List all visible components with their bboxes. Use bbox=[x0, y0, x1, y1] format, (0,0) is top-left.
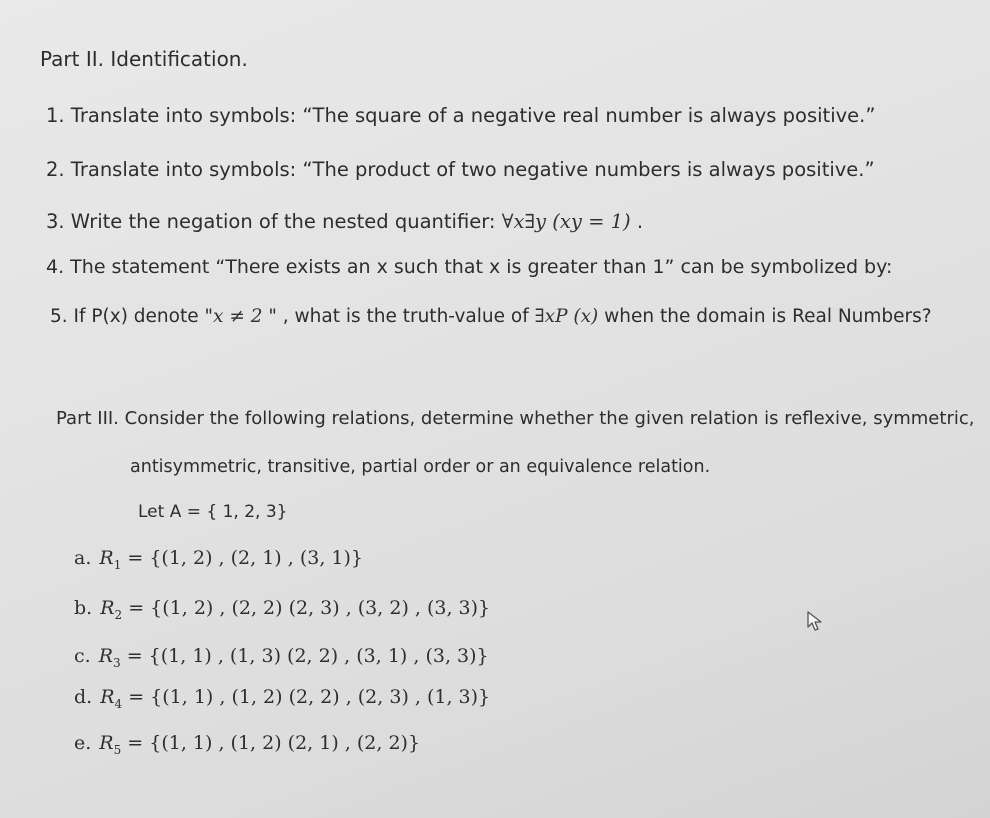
relation-name: R bbox=[99, 547, 114, 569]
relation-set: = {(1, 2) , (2, 1) , (3, 1)} bbox=[127, 547, 363, 569]
question-5-text-b: " , what is the truth-value of bbox=[262, 306, 529, 327]
relation-set: = {(1, 1) , (1, 3) (2, 2) , (3, 1) , (3, 3)} bbox=[126, 645, 489, 667]
relation-label: c. bbox=[74, 645, 91, 667]
relation-c bbox=[74, 645, 489, 670]
question-5-formula-2: ∃xP (x) bbox=[534, 306, 599, 327]
question-3-text: 3. Write the negation of the nested quantifier: bbox=[46, 210, 496, 233]
question-5-text-a: 5. If P(x) denote " bbox=[50, 306, 213, 327]
relation-name: R bbox=[99, 732, 114, 754]
question-4: 4. The statement “There exists an x such that x is greater than 1” can be symbolized by: bbox=[46, 256, 893, 278]
relation-name: R bbox=[100, 597, 115, 619]
relation-subscript: 2 bbox=[114, 607, 123, 622]
relation-b bbox=[74, 597, 490, 622]
relation-d bbox=[74, 686, 490, 711]
relation-label: b. bbox=[74, 597, 93, 619]
relation-subscript: 4 bbox=[114, 696, 123, 711]
relation-subscript: 5 bbox=[113, 742, 122, 757]
set-a-definition: Let A = { 1, 2, 3} bbox=[138, 502, 288, 522]
question-5-text-c: when the domain is Real Numbers? bbox=[604, 306, 932, 327]
question-3-formula: ∀x∃y (xy = 1) bbox=[501, 210, 631, 233]
question-3-end: . bbox=[636, 210, 644, 233]
mouse-cursor-icon bbox=[806, 610, 826, 632]
relation-name: R bbox=[98, 645, 113, 667]
question-1: 1. Translate into symbols: “The square of a negative real number is always positive.” bbox=[46, 104, 876, 127]
relation-e bbox=[74, 732, 420, 757]
question-5-formula-1: x ≠ 2 bbox=[213, 306, 263, 327]
relation-set: = {(1, 2) , (2, 2) (2, 3) , (3, 2) , (3, 3)} bbox=[128, 597, 491, 619]
relation-set: = {(1, 1) , (1, 2) (2, 1) , (2, 2)} bbox=[127, 732, 421, 754]
relation-subscript: 1 bbox=[113, 557, 122, 572]
relation-label: e. bbox=[74, 732, 92, 754]
relation-label: d. bbox=[74, 686, 93, 708]
relation-a bbox=[74, 547, 363, 572]
question-3 bbox=[46, 210, 643, 233]
part3-instruction-line1: Part III. Consider the following relations, determine whether the given relation is reflexive, symmetric, bbox=[56, 408, 975, 429]
question-2: 2. Translate into symbols: “The product of two negative numbers is always positive.” bbox=[46, 158, 875, 181]
relation-subscript: 3 bbox=[113, 655, 121, 670]
relation-label: a. bbox=[74, 547, 92, 569]
part3-instruction-line2: antisymmetric, transitive, partial order or an equivalence relation. bbox=[130, 457, 711, 477]
part2-title: Part II. Identification. bbox=[40, 47, 248, 71]
question-5 bbox=[50, 306, 932, 327]
relation-set: = {(1, 1) , (1, 2) (2, 2) , (2, 3) , (1, 3)} bbox=[128, 686, 491, 708]
relation-name: R bbox=[100, 686, 115, 708]
